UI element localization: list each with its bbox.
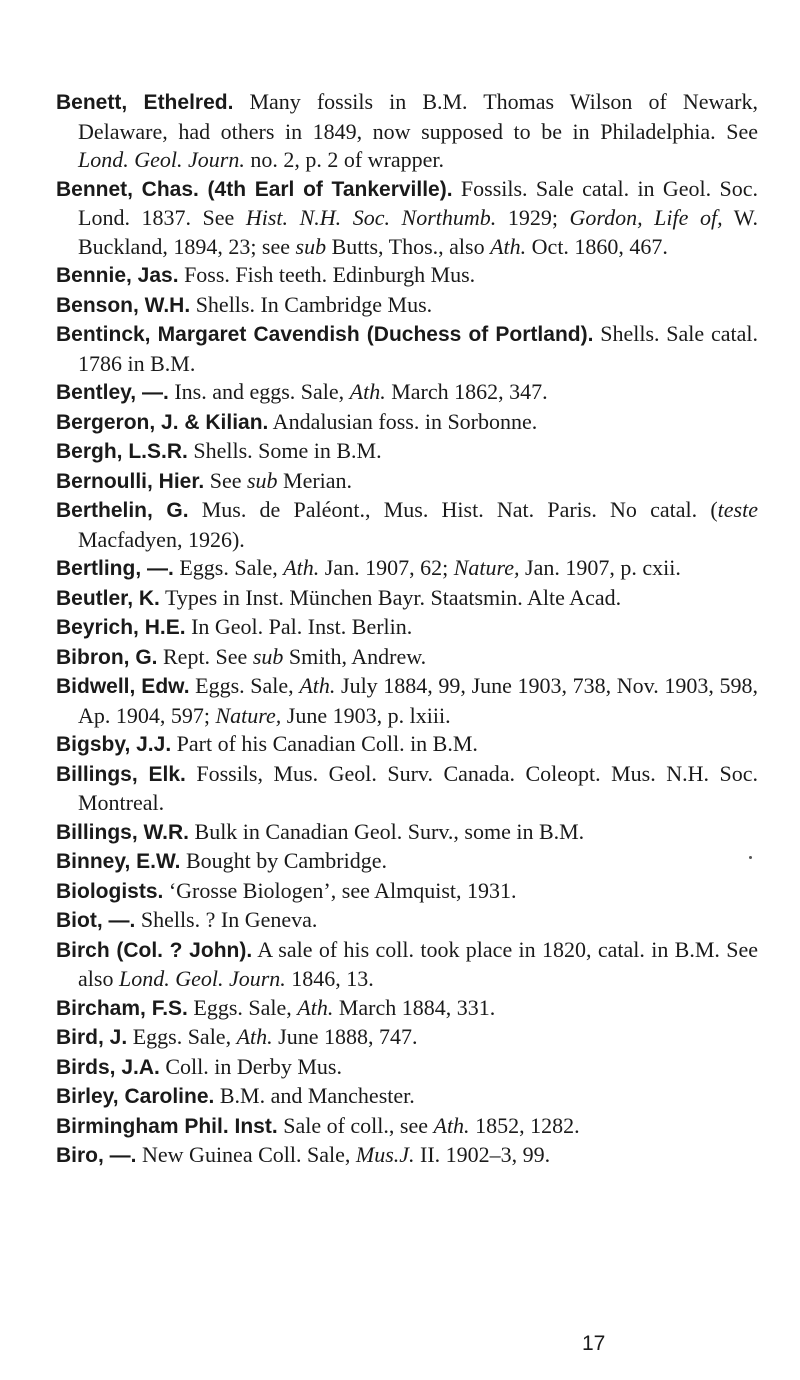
entry-heading: Biro, —.: [56, 1144, 137, 1167]
entry-italic-text: sub: [246, 467, 278, 493]
entry-text: ‘Grosse Biologen’, see Almquist, 1931.: [163, 877, 517, 903]
index-entry: [56, 175, 758, 262]
entry-text: Butts, Thos., also: [326, 233, 491, 259]
entry-heading: Bergh, L.S.R.: [56, 440, 188, 463]
entry-heading: Bidwell, Edw.: [56, 675, 190, 698]
entry-italic-text: Ath.: [236, 1024, 273, 1049]
entry-italic-text: Mus.J.: [355, 1142, 415, 1167]
entry-heading: Biologists.: [56, 879, 164, 903]
entry-text: Mus. de Paléont., Mus. Hist. Nat. Paris. No catal. (: [188, 497, 718, 522]
entry-text: no. 2, p. 2 of wrapper.: [244, 147, 445, 172]
entry-text: Jan. 1907, p. cxii.: [519, 555, 681, 580]
entry-text: Coll. in Derby Mus.: [159, 1053, 342, 1079]
entry-heading: Beutler, K.: [56, 586, 160, 610]
entry-text: Eggs. Sale,: [173, 555, 284, 580]
entry-heading: Bernoulli, Hier.: [56, 469, 205, 493]
page-number: 17: [582, 1332, 606, 1355]
entry-italic-text: Lond. Geol. Journ.: [78, 147, 245, 172]
index-entry: [56, 672, 758, 730]
index-entry: [56, 496, 758, 554]
entry-text: II. 1902–3, 99.: [414, 1142, 551, 1167]
index-entry: [56, 554, 758, 584]
entry-heading: Bennet, Chas. (4th Earl of Tankerville).: [56, 177, 453, 201]
entry-text: Eggs. Sale,: [189, 673, 300, 698]
entry-italic-text: Nature,: [453, 555, 520, 580]
entry-text: Eggs. Sale,: [187, 994, 298, 1020]
entry-heading: Benson, W.H.: [56, 293, 191, 317]
entry-text: June 1903, p. lxiii.: [281, 702, 451, 728]
entry-heading: Birley, Caroline.: [56, 1085, 215, 1108]
entry-text: In Geol. Pal. Inst. Berlin.: [185, 614, 413, 639]
entry-heading: Billings, Elk.: [56, 762, 186, 786]
index-entry: [56, 877, 758, 907]
entry-text: Bulk in Canadian Geol. Surv., some in B.M.: [189, 818, 585, 844]
entry-text: Eggs. Sale,: [127, 1024, 237, 1049]
index-entry: [56, 906, 758, 936]
entry-italic-text: Ath.: [299, 673, 336, 698]
index-entry: [56, 994, 758, 1024]
entry-italic-text: Hist. N.H. Soc. Northumb.: [245, 205, 497, 230]
index-entry: [56, 1053, 758, 1083]
entry-text: 1929;: [496, 205, 570, 230]
index-entry: [56, 1112, 758, 1142]
entry-text: Shells. Sale catal. 1786 in B.M.: [78, 321, 758, 376]
entry-italic-text: Ath.: [297, 994, 334, 1020]
index-entry: [56, 584, 758, 614]
entry-text: Oct. 1860, 467.: [526, 233, 668, 259]
entry-text: Many fossils in B.M. Thomas Wilson of Newark, Delaware, had others in 1849, now supposed to be in Philadelphia. See: [78, 89, 758, 144]
entry-heading: Bigsby, J.J.: [56, 733, 172, 756]
index-entry: [56, 760, 758, 818]
entry-text: Rept. See: [157, 643, 253, 669]
entry-text: Fossils, Mus. Geol. Surv. Canada. Coleopt. Mus. N.H. Soc. Montreal.: [78, 760, 758, 815]
entry-text: Fossils. Sale catal. in Geol. Soc. Lond. 1837. See: [78, 175, 758, 230]
index-entry: [56, 936, 758, 994]
entry-heading: Beyrich, H.E.: [56, 616, 186, 639]
entry-italic-text: Ath.: [433, 1112, 470, 1138]
index-entries: [56, 88, 758, 1171]
entry-text: 1852, 1282.: [469, 1112, 580, 1138]
entry-text: A sale of his coll. took place in 1820, catal. in B.M. See also: [78, 936, 758, 991]
entry-text: Macfadyen, 1926).: [78, 526, 245, 552]
index-entry: [56, 613, 758, 643]
index-entry: [56, 437, 758, 467]
index-entry: [56, 847, 758, 877]
index-entry: [56, 730, 758, 760]
entry-text: Sale of coll., see: [277, 1112, 434, 1138]
entry-italic-text: Gordon, Life of,: [569, 205, 723, 230]
entry-italic-text: Ath.: [349, 379, 386, 404]
entry-text: March 1862, 347.: [385, 379, 548, 404]
entry-text: B.M. and Manchester.: [214, 1083, 415, 1108]
index-entry: [56, 261, 758, 291]
index-entry: [56, 1141, 758, 1171]
entry-text: Ins. and eggs. Sale,: [168, 379, 350, 404]
index-entry: [56, 1082, 758, 1112]
entry-text: Merian.: [277, 467, 353, 493]
entry-heading: Bertling, —.: [56, 557, 174, 580]
entry-heading: Bergeron, J. & Kilian.: [56, 410, 269, 434]
entry-text: Types in Inst. München Bayr. Staatsmin. Alte Acad.: [159, 584, 622, 610]
entry-heading: Billings, W.R.: [56, 820, 190, 844]
index-entry: [56, 320, 758, 378]
entry-text: See: [204, 467, 247, 493]
index-entry: [56, 467, 758, 497]
entry-italic-text: Lond. Geol. Journ.: [118, 966, 286, 991]
entry-text: Shells. Some in B.M.: [187, 438, 382, 463]
entry-heading: Bircham, F.S.: [56, 996, 188, 1020]
index-entry: [56, 818, 758, 848]
entry-text: Andalusian foss. in Sorbonne.: [268, 408, 538, 434]
entry-text: 1846, 13.: [285, 966, 374, 991]
entry-heading: Biot, —.: [56, 909, 136, 932]
entry-italic-text: Nature,: [215, 702, 282, 728]
entry-heading: Birds, J.A.: [56, 1055, 160, 1079]
entry-italic-text: sub: [295, 233, 327, 259]
index-entry: [56, 88, 758, 175]
entry-text: Bought by Cambridge.: [180, 848, 388, 873]
index-entry: [56, 291, 758, 321]
entry-italic-text: sub: [252, 643, 284, 669]
entry-heading: Birch (Col. ? John).: [56, 938, 253, 962]
index-entry: [56, 1023, 758, 1053]
entry-text: July 1884, 99, June 1903, 738, Nov. 1903, 598, Ap. 1904, 597;: [78, 673, 758, 728]
index-entry: [56, 378, 758, 408]
entry-italic-text: Ath.: [490, 233, 527, 259]
entry-heading: Bennie, Jas.: [56, 264, 179, 287]
entry-heading: Birmingham Phil. Inst.: [56, 1114, 278, 1138]
entry-text: Smith, Andrew.: [283, 643, 427, 669]
entry-text: June 1888, 747.: [272, 1024, 418, 1049]
entry-heading: Bird, J.: [56, 1026, 128, 1049]
entry-text: New Guinea Coll. Sale,: [136, 1142, 356, 1167]
ink-speck: [749, 856, 752, 859]
entry-italic-text: teste: [717, 497, 758, 522]
entry-heading: Bibron, G.: [56, 645, 158, 669]
index-entry: [56, 408, 758, 438]
entry-text: Part of his Canadian Coll. in B.M.: [171, 731, 478, 756]
entry-heading: Binney, E.W.: [56, 850, 181, 873]
entry-heading: Bentley, —.: [56, 381, 169, 404]
entry-text: Jan. 1907, 62;: [319, 555, 454, 580]
entry-italic-text: Ath.: [283, 555, 320, 580]
index-entry: [56, 643, 758, 673]
entry-heading: Berthelin, G.: [56, 499, 189, 522]
entry-text: Foss. Fish teeth. Edinburgh Mus.: [178, 262, 476, 287]
entry-text: Shells. ? In Geneva.: [135, 907, 318, 932]
entry-heading: Benett, Ethelred.: [56, 91, 234, 114]
entry-text: Shells. In Cambridge Mus.: [190, 291, 433, 317]
entry-text: March 1884, 331.: [333, 994, 496, 1020]
entry-text: W. Buckland, 1894, 23; see: [78, 205, 758, 259]
entry-heading: Bentinck, Margaret Cavendish (Duchess of Portland).: [56, 323, 594, 346]
